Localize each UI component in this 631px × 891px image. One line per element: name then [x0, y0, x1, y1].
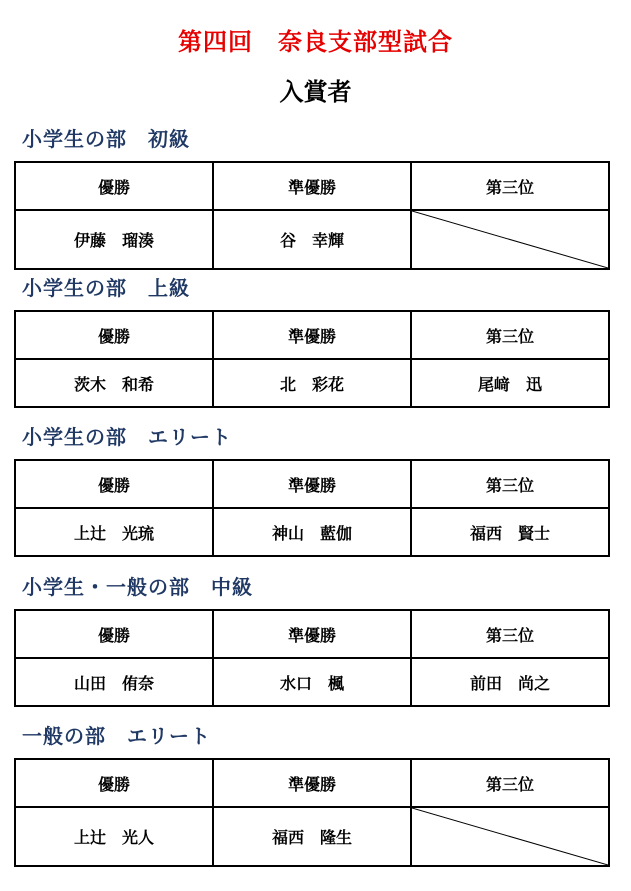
page-title: 第四回 奈良支部型試合 [178, 27, 453, 56]
results-table-general-elite [14, 758, 610, 867]
section-heading-elementary-beginner: 小学生の部 初級 [22, 127, 190, 151]
header-second-place: 準優勝 [213, 610, 411, 658]
header-first-place: 優勝 [15, 759, 213, 807]
first-place-name: 山田 侑奈 [15, 658, 213, 706]
second-place-name: 谷 幸輝 [213, 210, 411, 269]
third-place-name: 尾﨑 迅 [411, 359, 609, 407]
diagonal-slash [412, 211, 608, 268]
first-place-name: 上辻 光琉 [15, 508, 213, 556]
header-first-place: 優勝 [15, 460, 213, 508]
first-place-name: 茨木 和希 [15, 359, 213, 407]
table-header-row [15, 610, 609, 658]
results-table-elementary-advanced [14, 310, 610, 408]
second-place-name: 水口 楓 [213, 658, 411, 706]
first-place-name: 上辻 光人 [15, 807, 213, 866]
header-second-place: 準優勝 [213, 460, 411, 508]
table-header-row [15, 311, 609, 359]
page-subtitle: 入賞者 [279, 77, 352, 106]
header-second-place: 準優勝 [213, 162, 411, 210]
table-header-row [15, 162, 609, 210]
results-table-elementary-general-intermediate [14, 609, 610, 707]
table-header-row [15, 460, 609, 508]
third-place-name: 前田 尚之 [411, 658, 609, 706]
table-row [15, 210, 609, 269]
header-first-place: 優勝 [15, 610, 213, 658]
header-third-place: 第三位 [411, 610, 609, 658]
table-row [15, 807, 609, 866]
section-heading-elementary-advanced: 小学生の部 上級 [22, 276, 190, 300]
section-heading-elementary-elite: 小学生の部 エリート [22, 425, 232, 449]
third-place-empty-cell [411, 210, 609, 269]
header-second-place: 準優勝 [213, 759, 411, 807]
first-place-name: 伊藤 瑠湊 [15, 210, 213, 269]
second-place-name: 福西 隆生 [213, 807, 411, 866]
results-table-elementary-beginner [14, 161, 610, 270]
third-place-empty-cell [411, 807, 609, 866]
header-third-place: 第三位 [411, 460, 609, 508]
second-place-name: 神山 藍伽 [213, 508, 411, 556]
header-first-place: 優勝 [15, 162, 213, 210]
diagonal-slash [412, 808, 608, 865]
header-third-place: 第三位 [411, 759, 609, 807]
section-heading-elementary-general-intermediate: 小学生・一般の部 中級 [22, 575, 253, 599]
table-header-row [15, 759, 609, 807]
table-row [15, 508, 609, 556]
header-third-place: 第三位 [411, 311, 609, 359]
header-first-place: 優勝 [15, 311, 213, 359]
second-place-name: 北 彩花 [213, 359, 411, 407]
third-place-name: 福西 賢士 [411, 508, 609, 556]
header-third-place: 第三位 [411, 162, 609, 210]
section-heading-general-elite: 一般の部 エリート [22, 724, 211, 748]
table-row [15, 359, 609, 407]
table-row [15, 658, 609, 706]
header-second-place: 準優勝 [213, 311, 411, 359]
results-table-elementary-elite [14, 459, 610, 557]
